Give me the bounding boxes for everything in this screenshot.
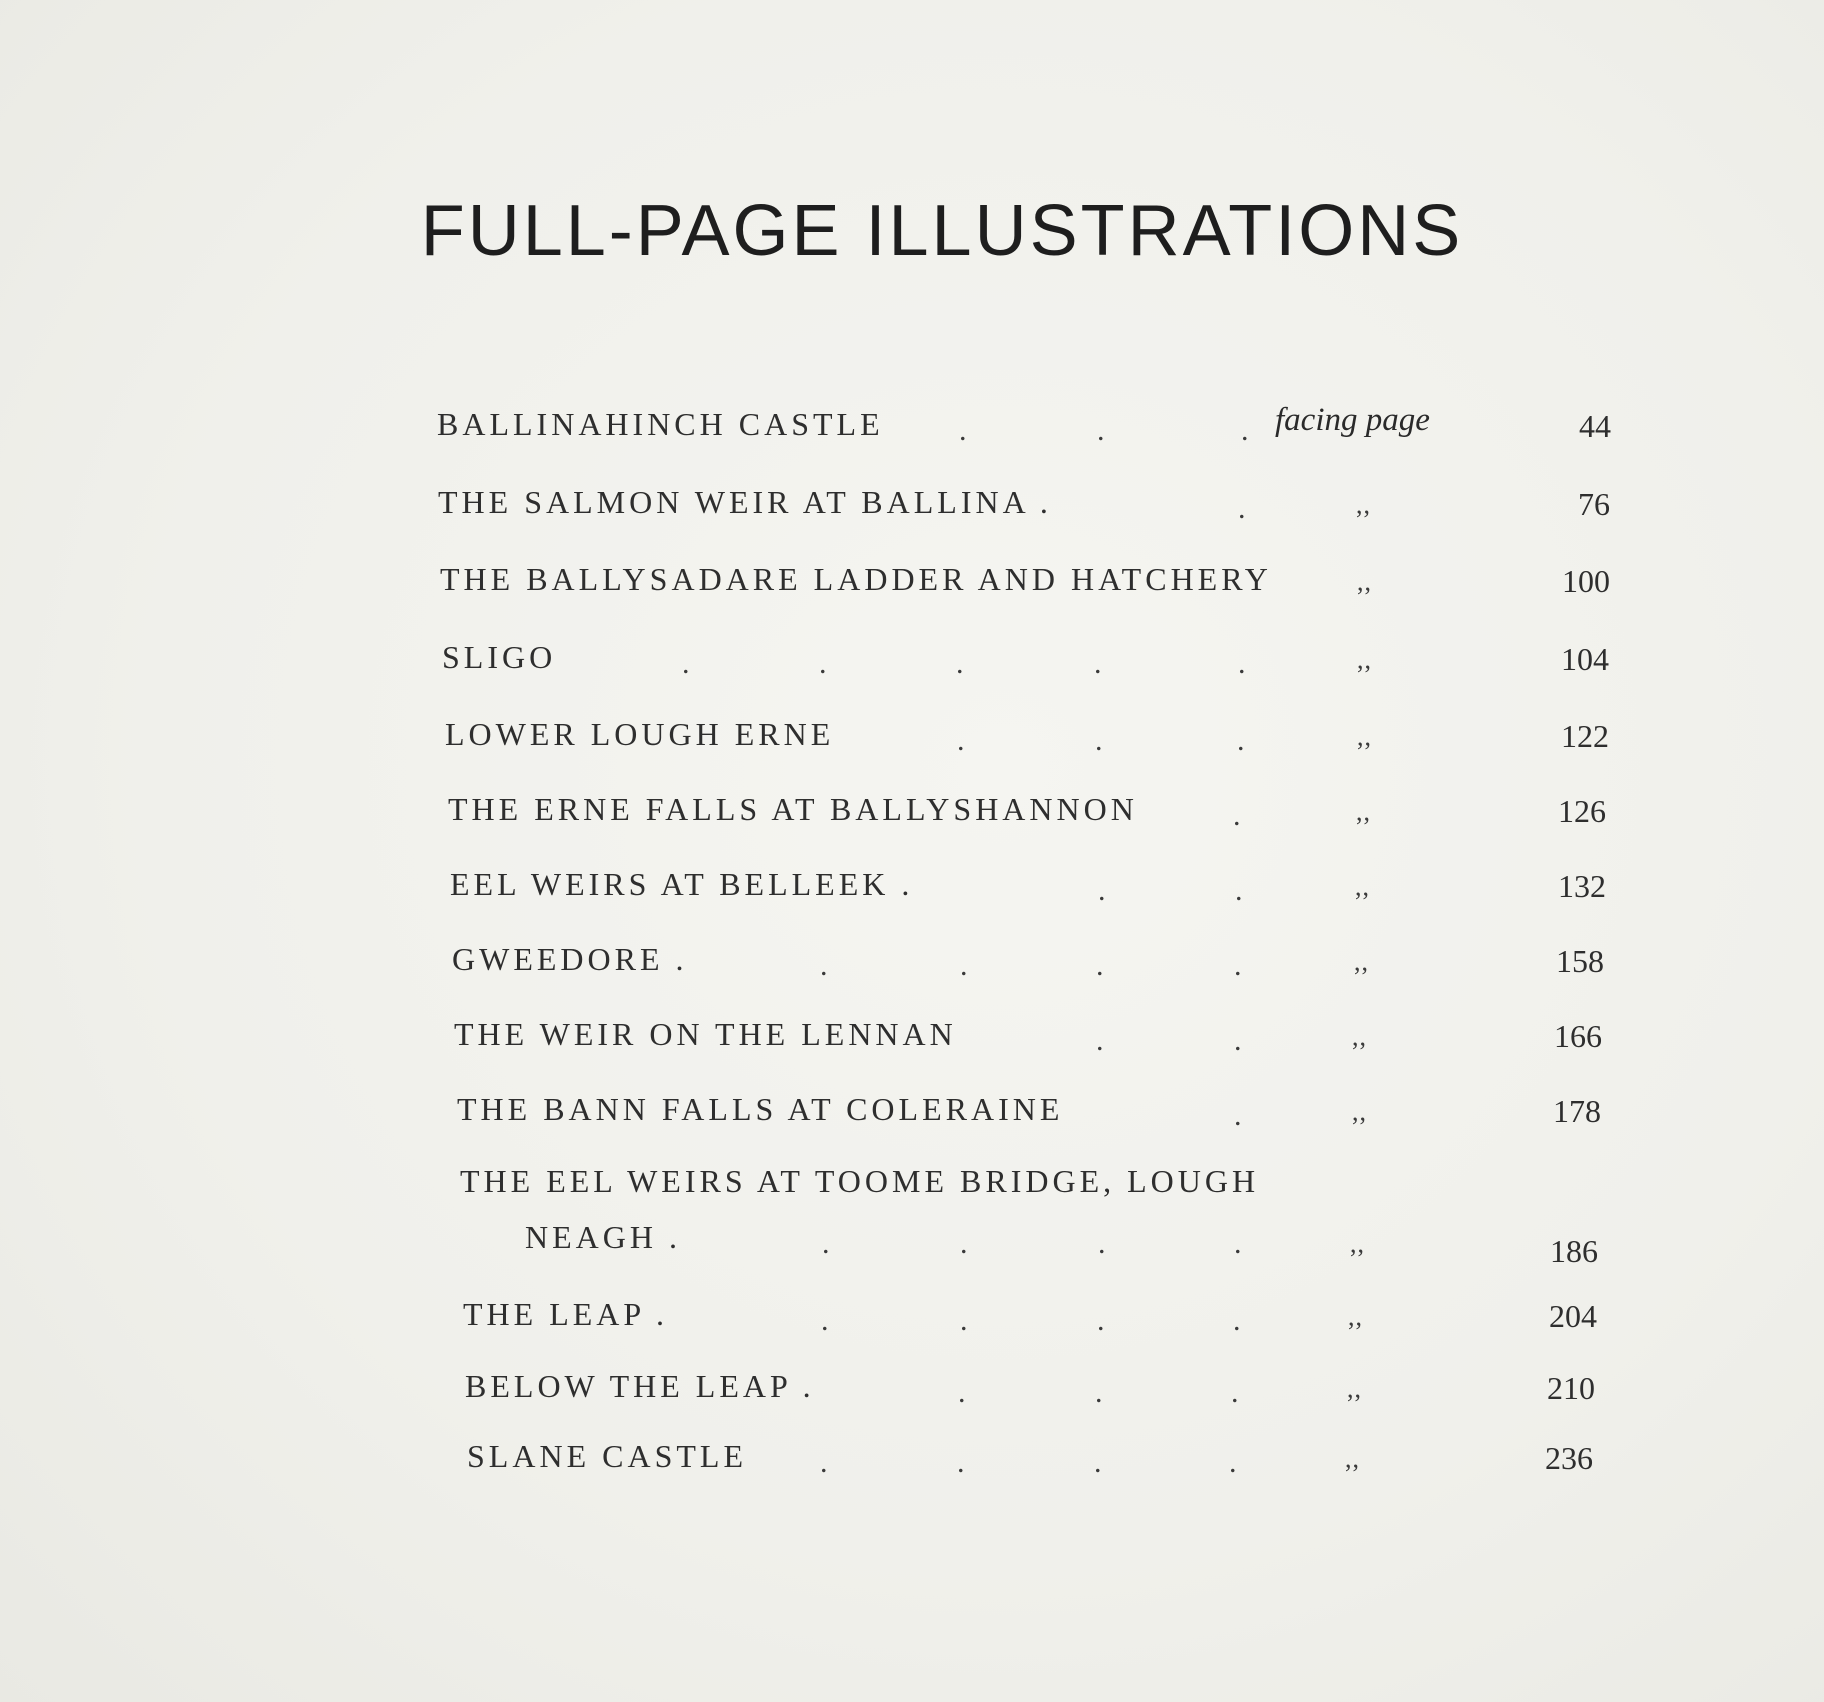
leader-dot: . [1234, 1227, 1242, 1260]
list-item [450, 860, 1680, 910]
leader-dot: . [1234, 1099, 1242, 1132]
list-item [437, 400, 1667, 450]
leader-dot: . [1231, 1376, 1239, 1409]
leader-dot: . [1095, 724, 1103, 757]
leader-dot: . [1229, 1446, 1237, 1479]
illustration-title: THE LEAP . [463, 1296, 669, 1332]
leader-dot: . [1241, 414, 1249, 447]
ditto-mark: ,, [1345, 1444, 1360, 1473]
ditto-mark: ,, [1356, 490, 1371, 519]
leader-dot: . [1235, 874, 1243, 907]
leader-dot: . [820, 1446, 828, 1479]
leader-dot: . [1098, 1227, 1106, 1260]
ditto-mark: ,, [1357, 722, 1372, 751]
illustration-title: THE BALLYSADARE LADDER AND HATCHERY [440, 561, 1272, 597]
leader-dot: . [956, 647, 964, 680]
page-number: 186 [1550, 1233, 1598, 1269]
page-number: 132 [1558, 868, 1606, 904]
leader-dot: . [960, 1227, 968, 1260]
leader-dot: . [1237, 724, 1245, 757]
page-number: 236 [1545, 1440, 1593, 1476]
leader-dot: . [1095, 1376, 1103, 1409]
list-item [465, 1362, 1695, 1412]
page-number: 44 [1579, 408, 1611, 444]
illustration-title: BALLINAHINCH CASTLE [437, 406, 884, 442]
ditto-mark: ,, [1357, 645, 1372, 674]
facing-page-label: facing page [1275, 402, 1430, 438]
page-number: 104 [1561, 641, 1609, 677]
leader-dot: . [960, 949, 968, 982]
leader-dot: . [821, 1304, 829, 1337]
list-item [440, 555, 1670, 605]
leader-dot: . [820, 949, 828, 982]
leader-dot: . [960, 1304, 968, 1337]
leader-dot: . [1233, 799, 1241, 832]
illustration-title: SLANE CASTLE [467, 1438, 747, 1474]
leader-dot: . [958, 1376, 966, 1409]
page-number: 158 [1556, 943, 1604, 979]
leader-dot: . [1094, 1446, 1102, 1479]
leader-dot: . [1233, 1304, 1241, 1337]
list-item [460, 1157, 1690, 1277]
ditto-mark: ,, [1356, 797, 1371, 826]
leader-dot: . [819, 647, 827, 680]
illustration-title: LOWER LOUGH ERNE [445, 716, 835, 752]
leader-dot: . [682, 647, 690, 680]
leader-dot: . [1097, 1304, 1105, 1337]
page-number: 204 [1549, 1298, 1597, 1334]
illustration-title: THE WEIR ON THE LENNAN [454, 1016, 957, 1052]
leader-dot: . [822, 1227, 830, 1260]
list-item [445, 710, 1675, 760]
page-number: 122 [1561, 718, 1609, 754]
page-number: 100 [1562, 563, 1610, 599]
leader-dot: . [1234, 1024, 1242, 1057]
leader-dot: . [1234, 949, 1242, 982]
ditto-mark: ,, [1355, 872, 1370, 901]
page-title: FULL-PAGE ILLUSTRATIONS [420, 191, 1464, 271]
leader-dot: . [1238, 492, 1246, 525]
list-item [457, 1085, 1687, 1135]
page-number: 166 [1554, 1018, 1602, 1054]
leader-dot: . [1097, 414, 1105, 447]
illustration-title-continued: NEAGH . [525, 1219, 681, 1255]
ditto-mark: ,, [1357, 567, 1372, 596]
leader-dot: . [959, 414, 967, 447]
illustration-title: EEL WEIRS AT BELLEEK . [450, 866, 914, 902]
list-item [438, 478, 1668, 528]
leader-dot: . [957, 1446, 965, 1479]
illustration-title: THE BANN FALLS AT COLERAINE [457, 1091, 1064, 1127]
list-item [454, 1010, 1684, 1060]
leader-dot: . [1238, 647, 1246, 680]
illustration-title: GWEEDORE . [452, 941, 688, 977]
ditto-mark: ,, [1354, 947, 1369, 976]
ditto-mark: ,, [1347, 1374, 1362, 1403]
illustration-title: THE EEL WEIRS AT TOOME BRIDGE, LOUGH [460, 1163, 1260, 1199]
page-number: 76 [1578, 486, 1610, 522]
list-item [452, 935, 1682, 985]
ditto-mark: ,, [1352, 1022, 1367, 1051]
ditto-mark: ,, [1352, 1097, 1367, 1126]
page-number: 126 [1558, 793, 1606, 829]
list-item [467, 1432, 1697, 1482]
leader-dot: . [1094, 647, 1102, 680]
page-number: 210 [1547, 1370, 1595, 1406]
illustration-title: THE ERNE FALLS AT BALLYSHANNON [448, 791, 1138, 827]
illustration-title: BELOW THE LEAP . [465, 1368, 815, 1404]
leader-dot: . [957, 724, 965, 757]
illustration-title: THE SALMON WEIR AT BALLINA . [438, 484, 1052, 520]
illustration-title: SLIGO [442, 639, 557, 675]
leader-dot: . [1098, 874, 1106, 907]
leader-dot: . [1096, 1024, 1104, 1057]
list-item [448, 785, 1678, 835]
ditto-mark: ,, [1348, 1302, 1363, 1331]
page-number: 178 [1553, 1093, 1601, 1129]
ditto-mark: ,, [1350, 1229, 1365, 1258]
list-item [442, 633, 1672, 683]
leader-dot: . [1096, 949, 1104, 982]
list-item [463, 1290, 1693, 1340]
